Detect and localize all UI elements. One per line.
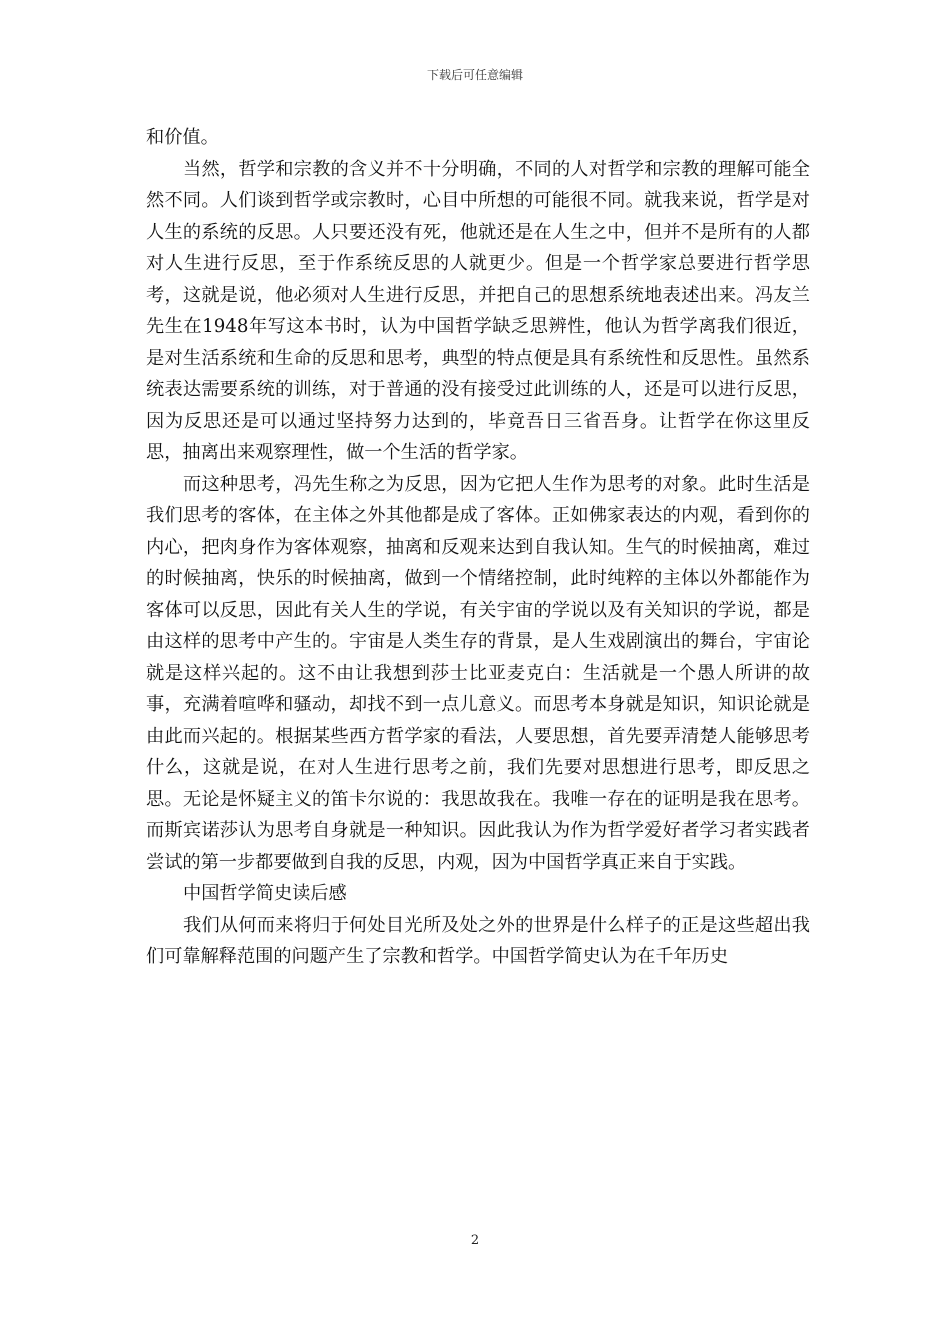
document-body [146, 122, 810, 973]
paragraph-reflection: 而这种思考，冯先生称之为反思，因为它把人生作为思考的对象。此时生活是我们思考的客体，在主体之外其他都是成了客体。正如佛家表达的内观，看到你的内心，把肉身作为客体观察，抽离和反观来达到自我认知。生气的时候抽离，难过的时候抽离，快乐的时候抽离，做到一个情绪控制，此时纯粹的主体以外都能作为客体可以反思，因此有关人生的学说，有关宇宙的学说以及有关知识的学说，都是由这样的思考中产生的。宇宙是人类生存的背景，是人生戏剧演出的舞台，宇宙论就是这样兴起的。这不由让我想到莎士比亚麦克白：生活就是一个愚人所讲的故事，充满着喧哗和骚动，却找不到一点儿意义。而思考本身就是知识，知识论就是由此而兴起的。根据某些西方哲学家的看法，人要思想，首先要弄清楚人能够思考什么，这就是说，在对人生进行思考之前，我们先要对思想进行思考，即反思之思。无论是怀疑主义的笛卡尔说的：我思故我在。我唯一存在的证明是我在思考。而斯宾诺莎认为思考自身就是一种知识。因此我认为作为哲学爱好者学习者实践者尝试的第一步都要做到自我的反思，内观，因为中国哲学真正来自于实践。 [146, 473, 810, 873]
section-title: 中国哲学简史读后感 [183, 883, 347, 904]
page-number: 2 [470, 1233, 480, 1248]
paragraph-continuation: 和价值。 [146, 127, 219, 148]
paragraph-philosophy-definition: 当然，哲学和宗教的含义并不十分明确，不同的人对哲学和宗教的理解可能全然不同。人们谈到哲学或宗教时，心目中所想的可能很不同。就我来说，哲学是对人生的系统的反思。人只要还没有死，他就还是在人生之中，但并不是所有的人都对人生进行反思，至于作系统反思的人就更少。但是一个哲学家总要进行哲学思考，这就是说，他必须对人生进行反思，并把自己的思想系统地表述出来。冯友兰先生在1948年写这本书时，认为中国哲学缺乏思辨性，他认为哲学离我们很近，是对生活系统和生命的反思和思考，典型的特点便是具有系统性和反思性。虽然系统表达需要系统的训练，对于普通的没有接受过此训练的人，还是可以进行反思，因为反思还是可以通过坚持努力达到的，毕竟吾日三省吾身。让哲学在你这里反思，抽离出来观察理性，做一个生活的哲学家。 [146, 158, 810, 463]
page-header: 下载后可任意编辑 [426, 68, 523, 82]
paragraph-origin: 我们从何而来将归于何处目光所及处之外的世界是什么样子的正是这些超出我们可靠解释范围的问题产生了宗教和哲学。中国哲学简史认为在千年历史 [146, 914, 810, 967]
